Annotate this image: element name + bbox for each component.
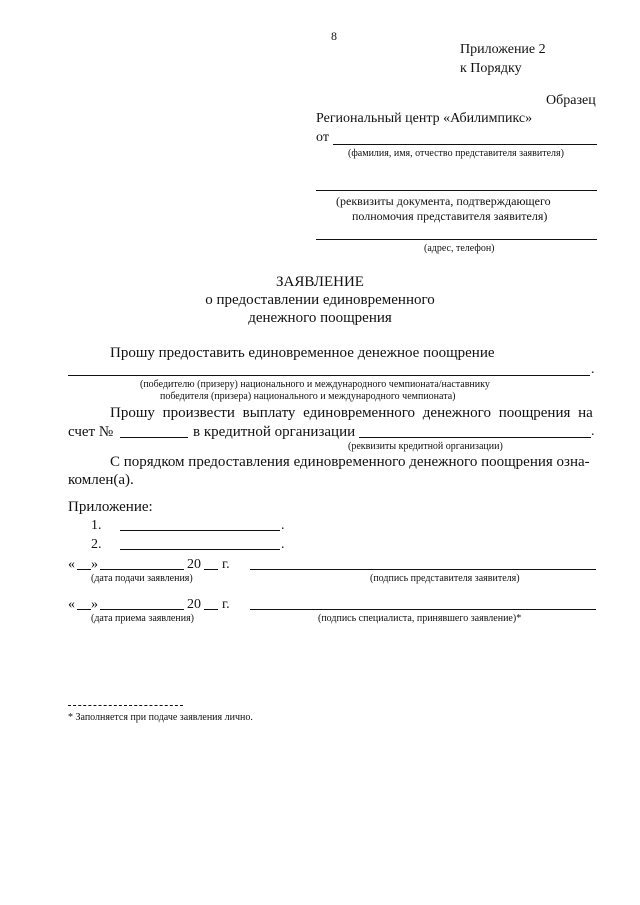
from-label: от xyxy=(316,130,329,145)
recipient-period: . xyxy=(591,362,595,377)
sign1-quote-open: « xyxy=(68,557,75,572)
sign1-year-prefix: 20 xyxy=(187,557,201,572)
sign2-day-field[interactable] xyxy=(77,609,91,610)
familiar-line1: С порядком предоставления единовременного денежного поощрения озна- xyxy=(110,454,590,470)
footnote-text: * Заполняется при подаче заявления лично. xyxy=(68,712,253,723)
fio-caption: (фамилия, имя, отчество представителя заявителя) xyxy=(348,148,564,159)
sign1-day-field[interactable] xyxy=(77,569,91,570)
sign1-quote-close: » xyxy=(91,557,98,572)
sign2-date-caption: (дата приема заявления) xyxy=(91,613,195,624)
sample-label: Образец xyxy=(546,93,596,108)
recipient-caption-line2: победителя (призера) национального и международного чемпионата) xyxy=(160,391,456,402)
statement-subtitle-line1: о предоставлении единовременного xyxy=(205,292,435,308)
footnote-separator xyxy=(68,705,183,706)
sign2-signature-field[interactable] xyxy=(250,609,596,610)
attachment-item-1-number: 1. xyxy=(91,518,102,533)
doc-caption-line1: (реквизиты документа, подтверждающего xyxy=(336,194,551,208)
statement-title: ЗАЯВЛЕНИЕ xyxy=(276,274,364,290)
appendix-line2: к Порядку xyxy=(460,61,522,76)
fio-field-line[interactable] xyxy=(333,144,597,145)
sign1-year-field[interactable] xyxy=(204,569,218,570)
sign2-year-suffix: г. xyxy=(222,597,230,612)
page-number: 8 xyxy=(331,29,337,43)
sign1-date-caption: (дата подачи заявления) xyxy=(91,573,193,584)
appendix-line1: Приложение 2 xyxy=(460,42,546,57)
familiar-line2: комлен(а). xyxy=(68,472,134,488)
attachment-item-2-field[interactable] xyxy=(120,549,280,550)
address-caption: (адрес, телефон) xyxy=(424,243,495,254)
sign1-signature-field[interactable] xyxy=(250,569,596,570)
document-field-line[interactable] xyxy=(316,190,597,191)
bank-label: в кредитной организации xyxy=(193,424,356,440)
recipient-name: Региональный центр «Абилимпикс» xyxy=(316,111,533,126)
recipient-caption-line1: (победителю (призеру) национального и международного чемпионата/наставнику xyxy=(140,379,490,390)
doc-caption-line2: полномочия представителя заявителя) xyxy=(352,209,548,223)
request-text: Прошу предоставить единовременное денежное поощрение xyxy=(110,345,495,361)
payment-text: Прошу произвести выплату единовременного денежного поощрения на xyxy=(110,405,593,421)
sign2-year-field[interactable] xyxy=(204,609,218,610)
attachment-item-1-field[interactable] xyxy=(120,530,280,531)
sign2-quote-open: « xyxy=(68,597,75,612)
recipient-field-line[interactable] xyxy=(68,375,590,376)
attachment-item-2-number: 2. xyxy=(91,537,102,552)
sign2-year-prefix: 20 xyxy=(187,597,201,612)
statement-subtitle-line2: денежного поощрения xyxy=(248,310,392,326)
account-number-field[interactable] xyxy=(120,437,188,438)
bank-field-line[interactable] xyxy=(359,437,591,438)
attachment-item-1-period: . xyxy=(281,518,285,533)
address-field-line[interactable] xyxy=(316,239,597,240)
attachments-label: Приложение: xyxy=(68,499,153,515)
attachment-item-2-period: . xyxy=(281,537,285,552)
sign1-year-suffix: г. xyxy=(222,557,230,572)
sign2-quote-close: » xyxy=(91,597,98,612)
sign1-sign-caption: (подпись представителя заявителя) xyxy=(370,573,520,584)
bank-caption: (реквизиты кредитной организации) xyxy=(348,441,503,452)
sign2-sign-caption: (подпись специалиста, принявшего заявление)* xyxy=(318,613,522,624)
sign1-month-field[interactable] xyxy=(100,569,184,570)
sign2-month-field[interactable] xyxy=(100,609,184,610)
bank-period: . xyxy=(591,424,595,439)
account-label: счет № xyxy=(68,424,114,440)
